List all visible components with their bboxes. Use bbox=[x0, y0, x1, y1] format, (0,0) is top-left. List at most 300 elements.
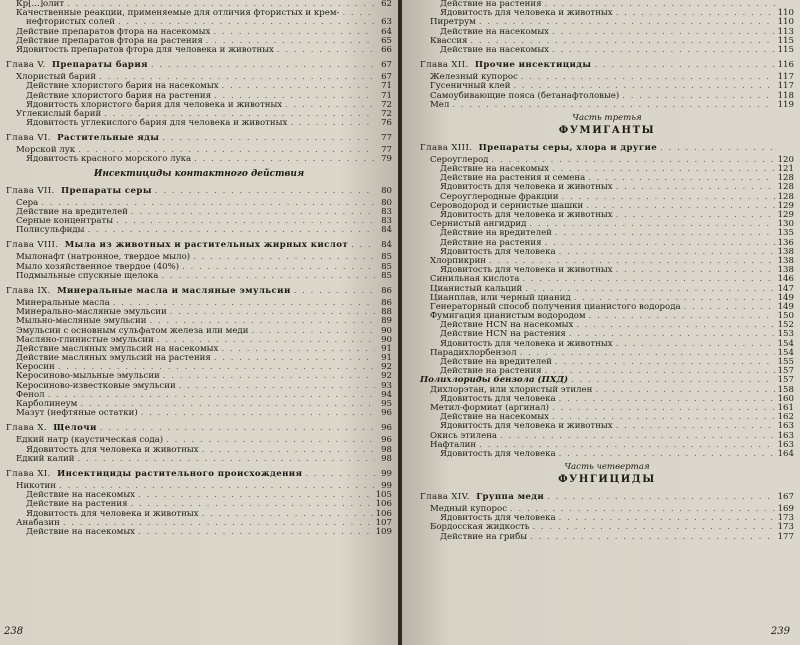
dot-leader bbox=[151, 59, 375, 71]
dot-leader bbox=[222, 82, 375, 91]
dot-leader bbox=[559, 450, 775, 459]
toc-entry-text: Действие HCN на растения bbox=[440, 329, 566, 340]
toc-entry-text: Ядовитость для человека и животных bbox=[26, 508, 199, 519]
toc-entry-text: Самоубивающие пояса (бетанафтоловые) bbox=[430, 90, 620, 101]
chapter-entry bbox=[420, 491, 794, 503]
part-title: ФУМИГАНТЫ bbox=[558, 124, 656, 136]
toc-page-number: 96 bbox=[381, 435, 392, 446]
toc-page-number: 116 bbox=[777, 60, 794, 71]
dot-leader bbox=[138, 528, 373, 537]
toc-entry-text: Керосиново-мыльные эмульсии bbox=[16, 371, 160, 382]
toc-page-number: 149 bbox=[777, 301, 794, 312]
chapter-number: Глава VIII. bbox=[6, 240, 59, 251]
toc-entry-text: Никотин bbox=[16, 480, 56, 491]
toc-page-number: 109 bbox=[375, 526, 392, 537]
toc-page-number: 86 bbox=[381, 285, 392, 296]
dot-leader bbox=[588, 174, 774, 183]
toc-entry-text: Гусеничный клей bbox=[430, 81, 511, 92]
dot-leader bbox=[595, 386, 774, 395]
toc-entry-text: Ядовитость для человека bbox=[440, 246, 556, 257]
chapter-entry bbox=[6, 239, 392, 251]
toc-entry-text: Керосиново-известковые эмульсии bbox=[16, 380, 176, 391]
toc-entry bbox=[420, 9, 794, 18]
part-title: ФУНГИЦИДЫ bbox=[558, 474, 656, 486]
toc-page-number: 115 bbox=[777, 35, 794, 46]
toc-page-number: 62 bbox=[381, 0, 392, 9]
toc-page-number: 177 bbox=[777, 531, 794, 542]
toc-page-number: 147 bbox=[777, 283, 794, 294]
toc-entry bbox=[6, 510, 392, 519]
dot-leader bbox=[131, 208, 375, 217]
toc-entry-text: Кр[...]олит bbox=[16, 0, 65, 9]
dot-leader bbox=[562, 193, 775, 202]
toc-entry-text: Сера bbox=[16, 197, 39, 208]
dot-leader bbox=[552, 28, 775, 37]
dot-leader bbox=[576, 321, 774, 330]
toc-page-number: 164 bbox=[777, 448, 794, 459]
toc-page-number: 152 bbox=[777, 320, 794, 331]
toc-entry-text: Действие на растения bbox=[440, 237, 542, 248]
toc-entry-text: Морской лук bbox=[16, 145, 76, 156]
chapter-heading bbox=[420, 491, 544, 503]
toc-entry-text: Ядовитость для человека и животных bbox=[440, 265, 613, 276]
dot-leader bbox=[530, 533, 775, 542]
chapter-number: Глава XII. bbox=[420, 60, 469, 71]
toc-entry-text: Ядовитость для человека bbox=[440, 393, 556, 404]
toc-page-number: 129 bbox=[777, 200, 794, 211]
dot-leader bbox=[616, 183, 775, 192]
dot-leader bbox=[290, 119, 375, 128]
chapter-title: Минеральные масла и масляные эмульсии bbox=[57, 285, 291, 296]
toc-page-number: 96 bbox=[381, 408, 392, 419]
chapter-title: Инсектициды растительного происхождения bbox=[57, 468, 303, 479]
toc-page-number: 98 bbox=[381, 444, 392, 455]
toc-page-number: 85 bbox=[381, 252, 392, 263]
dot-leader bbox=[532, 523, 774, 532]
dot-leader bbox=[202, 446, 375, 455]
right-page bbox=[402, 0, 800, 645]
toc-page-number: 158 bbox=[777, 384, 794, 395]
toc-entry-text: Действие на вредителей bbox=[440, 228, 552, 239]
toc-entry-text: Ядовитость для человека и животных bbox=[26, 444, 199, 455]
dot-leader bbox=[78, 455, 375, 464]
dot-leader bbox=[545, 239, 775, 248]
toc-entry bbox=[6, 119, 392, 128]
dot-leader bbox=[193, 253, 375, 262]
chapter-entry bbox=[6, 422, 392, 434]
toc-page-number: 128 bbox=[777, 182, 794, 193]
toc-page-number: 106 bbox=[375, 499, 392, 510]
section-heading: Инсектициды контактного действия bbox=[93, 168, 305, 179]
toc-entry-text: Действие на растения bbox=[26, 499, 128, 510]
toc-entry-text: Действие масляных эмульсий на насекомых bbox=[16, 343, 219, 354]
toc-page-number: 119 bbox=[777, 99, 794, 110]
toc-entry-text: Качественные реакции, применяемые для отличия фтористых и крем- bbox=[16, 8, 340, 19]
dot-leader bbox=[616, 211, 775, 220]
toc-page-number: 154 bbox=[777, 338, 794, 349]
toc-entry-text: Эмульсии с основным сульфатом железа или меди bbox=[16, 325, 249, 336]
toc-page-number: 92 bbox=[381, 371, 392, 382]
toc-entry-text: Действие хлористого бария на растения bbox=[26, 90, 212, 101]
toc-page-number: 80 bbox=[381, 197, 392, 208]
toc-entry bbox=[6, 226, 392, 235]
dot-leader bbox=[571, 376, 775, 385]
toc-entry-text: Квассия bbox=[430, 35, 468, 46]
toc-page-number: 86 bbox=[381, 297, 392, 308]
toc-entry-text: Хлорпикрин bbox=[430, 255, 487, 266]
toc-entry-text: Мыло хозяйственное твердое (40%) bbox=[16, 261, 180, 272]
toc-entry-text: Действие на насекомых bbox=[26, 490, 135, 501]
toc-entry-text: Серные концентраты bbox=[16, 216, 114, 226]
toc-entry-text: Действие на вредителей bbox=[16, 206, 128, 217]
toc-entry-text: Ядовитость для человека и животных bbox=[440, 338, 613, 349]
toc-page-number: 99 bbox=[381, 468, 392, 479]
dot-leader bbox=[555, 229, 775, 238]
toc-page-number: 90 bbox=[381, 334, 392, 345]
toc-page-number: 105 bbox=[375, 490, 392, 501]
chapter-heading bbox=[6, 285, 291, 297]
toc-page-number: 71 bbox=[381, 81, 392, 92]
dot-leader bbox=[552, 165, 775, 174]
toc-page-number: 117 bbox=[777, 72, 794, 83]
dot-leader bbox=[500, 432, 775, 441]
toc-page-number: 167 bbox=[777, 492, 794, 503]
toc-entry bbox=[420, 28, 794, 37]
toc-entry-text: Действие хлористого бария на насекомых bbox=[26, 81, 219, 92]
toc-entry-text: Действие на насекомых bbox=[440, 26, 549, 37]
toc-page-number: 110 bbox=[777, 17, 794, 28]
toc-entry-text: Действие на растения bbox=[440, 366, 542, 377]
chapter-heading bbox=[6, 239, 348, 251]
toc-page-number: 120 bbox=[777, 154, 794, 165]
toc-page-number: 154 bbox=[777, 347, 794, 358]
toc-entry bbox=[6, 354, 392, 363]
toc-entry-text: Цианистый кальций bbox=[430, 283, 523, 294]
toc-page-number: 121 bbox=[777, 164, 794, 175]
toc-entry-text: Ядовитость для человека и животных bbox=[440, 210, 613, 220]
toc-entry bbox=[6, 272, 392, 281]
toc-entry-text: Фенол bbox=[16, 389, 45, 400]
chapter-title: Мыла из животных и растительных жирных кислот bbox=[64, 240, 349, 251]
toc-page-number: 115 bbox=[777, 44, 794, 55]
dot-leader bbox=[100, 422, 375, 434]
toc-entry-text: Действие на растения bbox=[440, 0, 542, 9]
dot-leader bbox=[251, 327, 375, 336]
toc-page-number: 77 bbox=[381, 145, 392, 156]
toc-subheading-text: Полихлориды бензола (ПХД) bbox=[420, 375, 569, 386]
dot-leader bbox=[285, 101, 375, 110]
chapter-heading bbox=[420, 59, 591, 71]
toc-entry-text: Едкий калий bbox=[16, 453, 75, 464]
toc-page-number: 91 bbox=[381, 353, 392, 364]
toc-page-number: 72 bbox=[381, 99, 392, 110]
toc-page-number: 71 bbox=[381, 90, 392, 101]
toc-entry-text: Действие на грибы bbox=[440, 531, 528, 542]
toc-page-number: 153 bbox=[777, 329, 794, 340]
chapter-number: Глава VII. bbox=[6, 185, 55, 196]
dot-leader bbox=[622, 92, 774, 101]
toc-page-number: 163 bbox=[777, 439, 794, 450]
dot-leader bbox=[305, 468, 375, 480]
toc-entry-text: Сероуглерод bbox=[430, 154, 489, 165]
chapter-title: Группа меди bbox=[476, 492, 545, 503]
toc-page-number: 89 bbox=[381, 316, 392, 327]
toc-page-number: 94 bbox=[381, 389, 392, 400]
toc-entry-text: Синильная кислота bbox=[430, 274, 520, 285]
chapter-heading bbox=[6, 468, 302, 480]
chapter-title: Препараты бария bbox=[51, 60, 148, 71]
toc-entry-text: Действие препаратов фтора на растения bbox=[16, 35, 203, 46]
right-page-number: 239 bbox=[770, 626, 790, 637]
toc-entry-text: Хлористый барий bbox=[16, 72, 97, 83]
toc-entry-text: Бордосская жидкость bbox=[430, 522, 530, 533]
part-label: Часть четвертая bbox=[564, 462, 650, 473]
toc-entry bbox=[420, 101, 794, 110]
chapter-number: Глава IX. bbox=[6, 285, 51, 296]
chapter-number: Глава VI. bbox=[6, 133, 51, 144]
chapter-entry bbox=[420, 142, 794, 154]
dot-leader bbox=[179, 382, 375, 391]
dot-leader bbox=[163, 372, 375, 381]
toc-page-number: 160 bbox=[777, 393, 794, 404]
chapter-entry bbox=[6, 468, 392, 480]
toc-entry-text: Метил-формиат (аргинал) bbox=[430, 402, 550, 413]
toc-page-number: 107 bbox=[375, 517, 392, 528]
chapter-number: Глава XIV. bbox=[420, 492, 470, 503]
toc-entry-text: нефтористых солей bbox=[26, 17, 115, 28]
toc-page-number: 67 bbox=[381, 60, 392, 71]
toc-entry-text: Окись этилена bbox=[430, 430, 498, 441]
toc-page-number: 95 bbox=[381, 399, 392, 409]
dot-leader bbox=[559, 395, 775, 404]
dot-leader bbox=[138, 491, 373, 500]
toc-entry-text: Генераторный способ получения цианистого водорода bbox=[430, 301, 681, 312]
chapter-entry bbox=[6, 185, 392, 197]
toc-page-number: 118 bbox=[777, 90, 794, 101]
toc-entry bbox=[6, 455, 392, 464]
dot-leader bbox=[545, 367, 775, 376]
toc-entry-text: Ядовитость для человека и животных bbox=[440, 182, 613, 193]
left-page-number: 238 bbox=[4, 626, 24, 637]
toc-entry-text: Ядовитость углекислого бария для человека и животных bbox=[26, 118, 288, 129]
toc-page-number: 98 bbox=[381, 453, 392, 464]
toc-page-number: 163 bbox=[777, 430, 794, 441]
dot-leader bbox=[521, 73, 775, 82]
chapter-number: Глава XIII. bbox=[420, 142, 473, 153]
chapter-title: Препараты серы, хлора и другие bbox=[478, 142, 658, 153]
dot-leader bbox=[342, 9, 375, 18]
dot-leader bbox=[351, 239, 375, 251]
toc-entry-text: Полисульфиды bbox=[16, 225, 85, 236]
dot-leader bbox=[594, 59, 774, 71]
dot-leader bbox=[141, 409, 375, 418]
dot-leader bbox=[559, 248, 775, 257]
toc-page-number: 138 bbox=[777, 265, 794, 276]
toc-page-number: 162 bbox=[777, 412, 794, 423]
toc-entry-text: Действие на растения и семена bbox=[440, 173, 586, 184]
toc-page-number: 79 bbox=[381, 154, 392, 165]
toc-entry-text: Сероуглеродные фракции bbox=[440, 191, 559, 202]
dot-leader bbox=[277, 46, 375, 55]
toc-entry-text: Действие на насекомых bbox=[440, 164, 549, 175]
toc-page-number: 163 bbox=[777, 421, 794, 432]
toc-page-number: 85 bbox=[381, 261, 392, 272]
dot-leader bbox=[547, 491, 774, 503]
dot-leader bbox=[48, 391, 375, 400]
toc-entry-text: Ядовитость для человека и животных bbox=[440, 421, 613, 432]
toc-page-number: 138 bbox=[777, 246, 794, 257]
toc-page-number: 76 bbox=[381, 118, 392, 129]
dot-leader bbox=[170, 308, 375, 317]
chapter-entry bbox=[6, 59, 392, 71]
toc-entry-text: Карболинеум bbox=[16, 399, 78, 409]
toc-entry-text: Действие масляных эмульсий на растения bbox=[16, 353, 211, 364]
dot-leader bbox=[586, 202, 774, 211]
dot-leader bbox=[529, 220, 774, 229]
dot-leader bbox=[616, 422, 775, 431]
left-page bbox=[0, 0, 398, 645]
toc-entry-text: Фумигация цианистым водородом bbox=[430, 311, 586, 322]
toc-page-number: 169 bbox=[777, 504, 794, 515]
chapter-number: Глава X. bbox=[6, 423, 48, 434]
toc-entry-text: Анабазин bbox=[16, 517, 60, 528]
toc-page-number: 84 bbox=[381, 240, 392, 251]
toc-entry-text: Железный купорос bbox=[430, 72, 518, 83]
toc-entry-text: Мылонафт (натронное, твердое мыло) bbox=[16, 252, 191, 263]
dot-leader bbox=[520, 349, 775, 358]
chapter-number: Глава XI. bbox=[6, 468, 51, 479]
toc-page-number: 135 bbox=[777, 228, 794, 239]
toc-page-number: 130 bbox=[777, 219, 794, 230]
toc-page-number: 83 bbox=[381, 206, 392, 217]
chapter-title: Щелочи bbox=[53, 423, 97, 434]
toc-page-number: 117 bbox=[777, 81, 794, 92]
dot-leader bbox=[182, 263, 375, 272]
toc-entry bbox=[420, 533, 794, 542]
dot-leader bbox=[589, 312, 775, 321]
toc-page-number: 99 bbox=[381, 480, 392, 491]
toc-entry bbox=[420, 46, 794, 55]
toc-page-number: 92 bbox=[381, 362, 392, 373]
toc-entry bbox=[420, 432, 794, 441]
toc-page-number: 65 bbox=[381, 35, 392, 46]
dot-leader bbox=[214, 354, 375, 363]
toc-page-number: 129 bbox=[777, 210, 794, 220]
toc-entry-text: Ядовитость для человека bbox=[440, 513, 556, 524]
toc-entry-text: Ядовитость для человека bbox=[440, 448, 556, 459]
toc-page-number: 93 bbox=[381, 380, 392, 391]
right-toc-column bbox=[420, 0, 794, 542]
toc-page-number: 77 bbox=[381, 133, 392, 144]
toc-entry-text: Действие на насекомых bbox=[440, 412, 549, 423]
dot-leader bbox=[116, 217, 375, 226]
toc-page-number: 161 bbox=[777, 402, 794, 413]
toc-entry-text: Дихлорэтан, или хлористый этилен bbox=[430, 384, 593, 395]
toc-page-number: 113 bbox=[777, 26, 794, 37]
chapter-heading bbox=[6, 185, 152, 197]
dot-leader bbox=[194, 155, 375, 164]
toc-entry-text: Подмыльные спускные щелока bbox=[16, 270, 159, 281]
toc-page-number: 173 bbox=[777, 513, 794, 524]
dot-leader bbox=[213, 28, 375, 37]
toc-page-number: 91 bbox=[381, 343, 392, 354]
chapter-entry bbox=[6, 132, 392, 144]
toc-page-number: 155 bbox=[777, 357, 794, 367]
toc-entry-text: Пиретрум bbox=[430, 17, 476, 28]
toc-page-number: 157 bbox=[777, 375, 794, 386]
toc-entry bbox=[6, 155, 392, 164]
toc-entry bbox=[6, 409, 392, 418]
dot-leader bbox=[155, 185, 375, 197]
toc-entry-text: Нафталин bbox=[430, 439, 477, 450]
dot-leader bbox=[552, 46, 775, 55]
toc-entry-text: Сероводород и сернистые шашки bbox=[430, 200, 584, 211]
chapter-title: Растительные яды bbox=[57, 133, 160, 144]
toc-entry-text: Масляно-глинистые эмульсии bbox=[16, 334, 154, 345]
toc-page-number: 136 bbox=[777, 237, 794, 248]
dot-leader bbox=[202, 510, 373, 519]
dot-leader bbox=[616, 340, 775, 349]
chapter-title: Препараты серы bbox=[60, 185, 152, 196]
part-label: Часть третья bbox=[572, 112, 642, 123]
dot-leader bbox=[452, 101, 774, 110]
dot-leader bbox=[87, 226, 375, 235]
toc-page-number: 88 bbox=[381, 307, 392, 318]
dot-leader bbox=[559, 514, 775, 523]
toc-entry-text: Сернистый ангидрид bbox=[430, 219, 527, 230]
toc-page-number: 110 bbox=[777, 8, 794, 19]
toc-entry-text: Мазут (нефтяные остатки) bbox=[16, 408, 138, 419]
toc-page-number: 157 bbox=[777, 366, 794, 377]
toc-page-number: 146 bbox=[777, 274, 794, 285]
toc-page-number: 84 bbox=[381, 225, 392, 236]
toc-entry-text: Действие препаратов фтора на насекомых bbox=[16, 26, 211, 37]
toc-page-number: 149 bbox=[777, 292, 794, 303]
dot-leader bbox=[161, 272, 375, 281]
left-toc-column bbox=[6, 0, 392, 537]
toc-entry-text: Действие на насекомых bbox=[26, 526, 135, 537]
toc-entry bbox=[420, 450, 794, 459]
chapter-number: Глава V. bbox=[6, 60, 46, 71]
toc-page-number: 96 bbox=[381, 423, 392, 434]
chapter-heading bbox=[6, 59, 148, 71]
toc-page-number: 128 bbox=[777, 173, 794, 184]
dot-leader bbox=[616, 9, 775, 18]
toc-entry-text: Медный купорос bbox=[430, 504, 508, 515]
chapter-heading bbox=[6, 422, 97, 434]
toc-page-number: 64 bbox=[381, 26, 392, 37]
toc-entry-text: Едкий натр (каустическая сода) bbox=[16, 435, 164, 446]
toc-page-number: 80 bbox=[381, 185, 392, 196]
toc-entry bbox=[6, 382, 392, 391]
toc-page-number: 173 bbox=[777, 522, 794, 533]
chapter-heading bbox=[6, 132, 159, 144]
toc-entry-text: Мел bbox=[430, 99, 450, 110]
toc-page-number: 150 bbox=[777, 311, 794, 322]
toc-page-number: 83 bbox=[381, 216, 392, 226]
toc-entry-text: Действие HCN на насекомых bbox=[440, 320, 574, 331]
toc-entry-text: Ядовитость препаратов фтора для человека и животных bbox=[16, 44, 274, 55]
toc-page-number: 67 bbox=[381, 72, 392, 83]
dot-leader bbox=[221, 345, 375, 354]
toc-page-number: 106 bbox=[375, 508, 392, 519]
toc-page-number: 90 bbox=[381, 325, 392, 336]
chapter-entry bbox=[6, 285, 392, 297]
toc-entry-text: Мыльно-масляные эмульсии bbox=[16, 316, 147, 327]
toc-entry-text: Минерально-масляные эмульсии bbox=[16, 307, 167, 318]
toc-entry-text: Действие на вредителей bbox=[440, 357, 552, 367]
toc-entry-text: Ядовитость красного морского лука bbox=[26, 154, 192, 165]
